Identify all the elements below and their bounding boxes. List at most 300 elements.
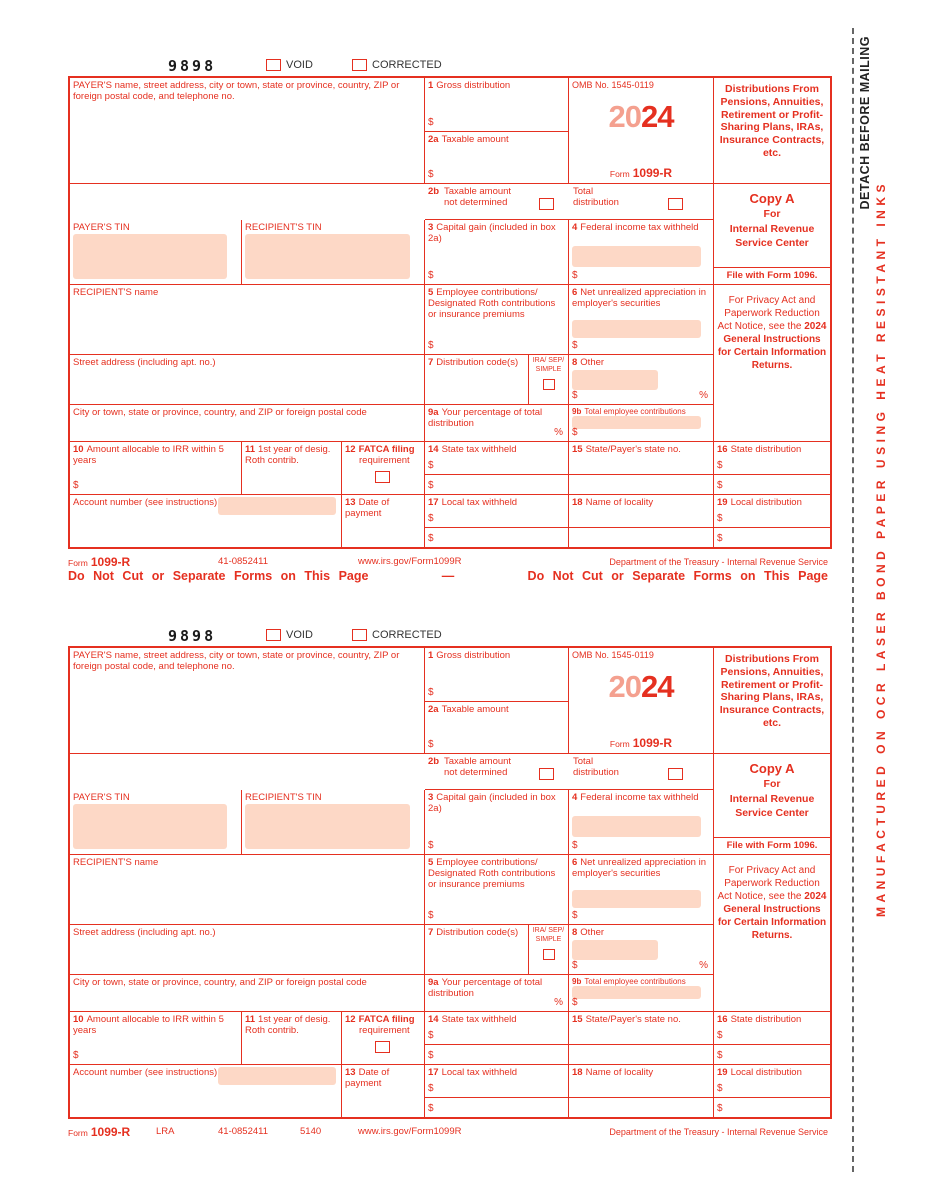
box-number: 15: [572, 1014, 583, 1025]
entry-line[interactable]: [714, 527, 830, 547]
box-label: 1st year of desig. Roth contrib.: [245, 1014, 331, 1037]
recipient-tin-label: RECIPIENT'S TIN: [245, 222, 322, 233]
void-group: [266, 59, 313, 71]
box-14-state-tax-withheld: [425, 1012, 569, 1065]
dollar-sign: $: [572, 997, 578, 1009]
box-11-roth-year: [242, 442, 342, 495]
city-box[interactable]: [70, 405, 425, 442]
box-number: 12: [345, 444, 356, 455]
box-19-local-distribution: [714, 495, 830, 547]
dollar-sign: $: [717, 513, 723, 525]
box-17-local-tax-withheld: [425, 495, 569, 547]
label: [572, 1014, 710, 1025]
label: [717, 1014, 827, 1025]
form-id: [569, 736, 713, 750]
box-19-local-distribution: [714, 1065, 830, 1117]
box-15-state-payer-no: [569, 1012, 714, 1065]
dollar-sign: $: [428, 513, 434, 525]
detach-before-mailing-text: DETACH BEFORE MAILING: [858, 36, 872, 210]
box-1-gross-distribution: [425, 648, 569, 702]
form-title: Distributions From Pensions, Annuities, Retirement or Profit-Sharing Plans, IRAs, Insurance Contracts, etc.: [719, 653, 825, 729]
dollar-sign: $: [572, 270, 578, 282]
dollar-sign: $: [717, 533, 723, 545]
entry-line[interactable]: [569, 1025, 713, 1044]
ira-sep-simple-checkbox[interactable]: [543, 949, 555, 960]
manufactured-text: MANUFACTURED ON OCR LASER BOND PAPER USING HEAT RESISTANT INKS: [874, 180, 888, 918]
payer-info-label: PAYER'S name, street address, city or town, state or province, country, ZIP or foreign postal code, and telephone no.: [73, 650, 400, 673]
total-distribution-label: [573, 186, 619, 208]
dollar-sign: $: [428, 169, 434, 181]
dollar-sign: $: [428, 687, 434, 699]
entry-line[interactable]: [425, 455, 568, 474]
form-copy-2: [68, 627, 828, 1142]
corrected-group: [352, 629, 442, 641]
form-title-box: [714, 78, 830, 184]
payer-tin-field[interactable]: [73, 234, 227, 279]
dollar-sign: $: [428, 460, 434, 472]
entry-line[interactable]: [714, 455, 830, 474]
label: [345, 1014, 421, 1025]
fatca-checkbox[interactable]: [375, 471, 390, 483]
footer-website: www.irs.gov/Form1099R: [358, 556, 462, 567]
entry-line[interactable]: [425, 1025, 568, 1044]
box-number: 14: [428, 444, 439, 455]
void-checkbox[interactable]: [266, 629, 281, 641]
box-number: 9a: [428, 407, 439, 418]
box-12-fatca: [342, 442, 425, 495]
corrected-checkbox[interactable]: [352, 629, 367, 641]
label: [245, 1014, 338, 1036]
form-code: 9898: [168, 57, 217, 75]
box-number: 5: [428, 857, 434, 868]
box-label: State distribution: [730, 1014, 802, 1025]
label: [345, 497, 421, 519]
label: [428, 134, 565, 145]
dollar-sign: $: [572, 960, 578, 972]
box-7-distribution-codes: [425, 925, 569, 975]
ira-sep-simple-box: [528, 925, 568, 974]
recipient-tin-field[interactable]: [245, 804, 410, 849]
box-9b-total-employee-contributions: [569, 405, 714, 442]
dollar-sign: $: [717, 1103, 723, 1115]
payer-tin-label: PAYER'S TIN: [73, 792, 130, 803]
recipient-name-box[interactable]: [70, 855, 425, 925]
box-15-state-payer-no: [569, 442, 714, 495]
box-9a-percentage: [425, 405, 569, 442]
separator-dash: —: [441, 569, 455, 583]
footer-form-number: 1099-R: [90, 555, 131, 569]
label: [428, 444, 565, 455]
footer-department: Department of the Treasury - Internal Revenue Service: [609, 1127, 828, 1137]
box-number: 15: [572, 444, 583, 455]
label: [428, 927, 520, 938]
label-line: distribution: [573, 767, 619, 779]
label-line: not determined: [444, 197, 508, 209]
footer-form-id: [68, 555, 130, 569]
dollar-sign: $: [428, 533, 434, 545]
copy-a-box: [714, 184, 830, 268]
box-label: Other: [580, 357, 605, 368]
privacy-notice-box: [714, 855, 830, 1012]
dollar-sign: $: [428, 840, 434, 852]
label: [572, 927, 710, 938]
footer-department: Department of the Treasury - Internal Revenue Service: [609, 557, 828, 567]
form-word: Form: [609, 738, 630, 749]
recipient-name-label: RECIPIENT'S name: [73, 287, 159, 298]
percent-sign: %: [699, 390, 708, 402]
entry-rows: [714, 1025, 830, 1064]
label: [428, 792, 565, 814]
recipient-name-label: RECIPIENT'S name: [73, 857, 159, 868]
box-number: 18: [572, 1067, 583, 1078]
box-label-bold: FATCA filing: [358, 1014, 415, 1025]
total-distribution-checkbox[interactable]: [668, 198, 683, 210]
percent-sign: %: [554, 997, 563, 1009]
label: [572, 497, 710, 508]
entry-line[interactable]: [425, 1078, 568, 1097]
box-8-other: [569, 355, 714, 405]
form-id: [569, 166, 713, 180]
label: [572, 357, 710, 368]
entry-line[interactable]: [425, 508, 568, 527]
dollar-sign: $: [428, 1103, 434, 1115]
street-address-box[interactable]: [70, 925, 425, 975]
entry-rows: [714, 1078, 830, 1117]
box-label: Amount allocable to IRR within 5 years: [73, 444, 224, 467]
box-label: Name of locality: [585, 497, 654, 508]
omb-number: OMB No. 1545-0119: [572, 650, 654, 660]
omb-number: OMB No. 1545-0119: [572, 80, 654, 90]
recipient-tin-field[interactable]: [245, 234, 410, 279]
box-number: 6: [572, 857, 578, 868]
form-grid: [68, 646, 832, 1119]
corrected-label: CORRECTED: [372, 59, 442, 71]
recipient-tin-label: RECIPIENT'S TIN: [245, 792, 322, 803]
box-4-federal-tax-withheld: [569, 790, 714, 855]
box-number: 2b: [428, 186, 440, 197]
perforation-line: [852, 28, 854, 1172]
box-label: Date of payment: [345, 1067, 390, 1090]
entry-line[interactable]: [714, 508, 830, 527]
box-number: 19: [717, 1067, 728, 1078]
box-1-gross-distribution: [425, 78, 569, 132]
box-label: State tax withheld: [441, 444, 517, 455]
box-number: 4: [572, 792, 578, 803]
copy-a-label: Copy A: [749, 191, 795, 206]
void-checkbox[interactable]: [266, 59, 281, 71]
dollar-sign: $: [428, 270, 434, 282]
box-2a-taxable-amount: [425, 132, 569, 184]
box-16-state-distribution: [714, 442, 830, 495]
footer-website: www.irs.gov/Form1099R: [358, 1126, 462, 1137]
entry-rows: [425, 1025, 568, 1064]
label: [572, 287, 710, 309]
label: [428, 80, 565, 91]
box-9b-total-employee-contributions: [569, 975, 714, 1012]
box-5-employee-contributions: [425, 285, 569, 355]
privacy-text: For Privacy Act and Paperwork Reduction Act Notice, see the: [717, 865, 820, 902]
box-8-field[interactable]: [572, 370, 658, 390]
box-number: 8: [572, 357, 578, 368]
entry-line[interactable]: [425, 527, 568, 547]
box-label: Distribution code(s): [436, 357, 519, 368]
box-number: 6: [572, 287, 578, 298]
box-number: 3: [428, 222, 434, 233]
box-16-state-distribution: [714, 1012, 830, 1065]
dollar-sign: $: [572, 340, 578, 352]
percent-sign: %: [554, 427, 563, 439]
payer-tin-field[interactable]: [73, 804, 227, 849]
code-row: [68, 57, 828, 76]
box-label: Net unrealized appreciation in employer's securities: [572, 857, 706, 880]
box-number: 1: [428, 650, 434, 661]
file-with-1096-label: File with Form 1096.: [726, 840, 818, 851]
label-line: distribution: [573, 197, 619, 209]
entry-line[interactable]: [714, 1097, 830, 1117]
label: [572, 1067, 710, 1078]
box-17-local-tax-withheld: [425, 1065, 569, 1117]
label-line: not determined: [444, 767, 508, 779]
form-footer: [68, 1121, 828, 1139]
label: [428, 1014, 565, 1025]
box-13-date-of-payment: [342, 495, 425, 547]
dollar-sign: $: [73, 1050, 79, 1062]
dollar-sign: $: [73, 480, 79, 492]
account-number-field[interactable]: [218, 497, 336, 515]
box-7-distribution-codes: [425, 355, 569, 405]
form-grid: [68, 76, 832, 549]
entry-rows: [714, 508, 830, 547]
void-group: [266, 629, 313, 641]
ira-sep-simple-box: [528, 355, 568, 404]
entry-line[interactable]: [569, 1044, 713, 1064]
box-number: 7: [428, 357, 434, 368]
ira-sep-simple-checkbox[interactable]: [543, 379, 555, 390]
box-number: 1: [428, 80, 434, 91]
total-distribution-checkbox[interactable]: [668, 768, 683, 780]
recipient-tin-box: [242, 220, 425, 285]
box-6-field[interactable]: [572, 320, 701, 338]
entry-line[interactable]: [569, 1078, 713, 1097]
box-number: 2a: [428, 134, 439, 145]
box-4-field[interactable]: [572, 816, 701, 837]
privacy-text-bold: 2024 General Instructions for Certain Information Returns.: [717, 321, 827, 371]
entry-line[interactable]: [714, 474, 830, 494]
box-label: Capital gain (included in box 2a): [428, 792, 556, 815]
entry-line[interactable]: [569, 1097, 713, 1117]
box-6-field[interactable]: [572, 890, 701, 908]
form-number: 1099-R: [632, 165, 673, 180]
box-label-bold: FATCA filing: [358, 444, 415, 455]
entry-line[interactable]: [425, 1097, 568, 1117]
omb-year-box: [569, 78, 714, 184]
dollar-sign: $: [717, 1030, 723, 1042]
box-9b-field[interactable]: [572, 416, 701, 429]
taxable-not-determined-checkbox[interactable]: [539, 768, 554, 780]
payer-tin-box: [70, 790, 242, 855]
entry-line[interactable]: [425, 1044, 568, 1064]
box-label: Distribution code(s): [436, 927, 519, 938]
box-label: Federal income tax withheld: [580, 222, 699, 233]
city-label: City or town, state or province, country, and ZIP or foreign postal code: [73, 407, 367, 418]
entry-line[interactable]: [714, 1078, 830, 1097]
box-label: Capital gain (included in box 2a): [428, 222, 556, 245]
box-11-roth-year: [242, 1012, 342, 1065]
label: [717, 497, 827, 508]
box-label: Other: [580, 927, 605, 938]
box-8-other: [569, 925, 714, 975]
label: [428, 704, 565, 715]
corrected-group: [352, 59, 442, 71]
payer-info-box[interactable]: [70, 78, 425, 184]
label: [428, 497, 565, 508]
label: [572, 444, 710, 455]
box-label: Federal income tax withheld: [580, 792, 699, 803]
file-with-1096-box: [714, 838, 830, 855]
footer-cat-no: 41-0852411: [218, 1126, 269, 1137]
box-number: 17: [428, 497, 439, 508]
box-8-field[interactable]: [572, 940, 658, 960]
box-label: State/Payer's state no.: [585, 444, 681, 455]
label: [428, 650, 565, 661]
footer-cat-no: 41-0852411: [218, 556, 269, 567]
box-2b-checkboxes: [425, 184, 714, 220]
entry-rows: [569, 1025, 713, 1064]
dollar-sign: $: [428, 910, 434, 922]
box-9a-percentage: [425, 975, 569, 1012]
recipient-name-box[interactable]: [70, 285, 425, 355]
corrected-label: CORRECTED: [372, 629, 442, 641]
account-number-box: [70, 1065, 342, 1117]
box-label: Local tax withheld: [441, 1067, 518, 1078]
box-number: 10: [73, 1014, 84, 1025]
box-10-irr-amount: [70, 442, 242, 495]
footer-form-word: Form: [68, 1128, 88, 1138]
box-14-state-tax-withheld: [425, 442, 569, 495]
box-number: 13: [345, 1067, 356, 1078]
file-with-1096-box: [714, 268, 830, 285]
label: [572, 792, 710, 803]
box-label: Your percentage of total distribution: [428, 977, 543, 1000]
box-label: State tax withheld: [441, 1014, 517, 1025]
label: [428, 1067, 565, 1078]
label: [428, 977, 565, 999]
box-label: Taxable amount: [441, 704, 509, 715]
box-6-net-unrealized-appreciation: [569, 855, 714, 925]
copy-for-label: For: [763, 208, 781, 221]
entry-line[interactable]: [714, 1025, 830, 1044]
dollar-sign: $: [428, 480, 434, 492]
entry-line[interactable]: [569, 508, 713, 527]
street-address-label: Street address (including apt. no.): [73, 927, 216, 938]
box-label: Total employee contributions: [584, 977, 686, 986]
form-footer: [68, 551, 828, 569]
privacy-text-bold: 2024 General Instructions for Certain Information Returns.: [717, 891, 827, 941]
box-4-field[interactable]: [572, 246, 701, 267]
entry-line[interactable]: [425, 474, 568, 494]
box-3-capital-gain: [425, 220, 569, 285]
box-3-capital-gain: [425, 790, 569, 855]
box-9b-field[interactable]: [572, 986, 701, 999]
tax-year: [572, 669, 710, 706]
box-18-name-of-locality: [569, 495, 714, 547]
dollar-sign: $: [572, 390, 578, 402]
box-13-date-of-payment: [342, 1065, 425, 1117]
entry-rows: [714, 455, 830, 494]
box-label: Local tax withheld: [441, 497, 518, 508]
taxable-not-determined-label: [444, 756, 511, 778]
dollar-sign: $: [572, 910, 578, 922]
box-number: 2b: [428, 756, 440, 767]
entry-line[interactable]: [714, 1044, 830, 1064]
footer-form-id: [68, 1125, 130, 1139]
box-label: Local distribution: [730, 1067, 802, 1078]
label: [572, 857, 710, 879]
box-number: 7: [428, 927, 434, 938]
box-label: requirement: [359, 1025, 410, 1037]
box-number: 18: [572, 497, 583, 508]
corrected-checkbox[interactable]: [352, 59, 367, 71]
account-number-box: [70, 495, 342, 547]
label-line: Total: [573, 756, 594, 767]
dollar-sign: $: [428, 117, 434, 129]
city-box[interactable]: [70, 975, 425, 1012]
fatca-checkbox[interactable]: [375, 1041, 390, 1053]
copy-a-box: [714, 754, 830, 838]
label: [245, 444, 338, 466]
label: [73, 444, 238, 466]
omb-year-box: [569, 648, 714, 754]
box-number: 9b: [572, 407, 582, 416]
street-address-box[interactable]: [70, 355, 425, 405]
entry-rows: [569, 455, 713, 494]
box-4-federal-tax-withheld: [569, 220, 714, 285]
privacy-text: For Privacy Act and Paperwork Reduction Act Notice, see the: [717, 295, 820, 332]
entry-line[interactable]: [569, 474, 713, 494]
taxable-not-determined-checkbox[interactable]: [539, 198, 554, 210]
void-label: VOID: [286, 629, 313, 641]
box-label: Amount allocable to IRR within 5 years: [73, 1014, 224, 1037]
street-address-label: Street address (including apt. no.): [73, 357, 216, 368]
box-number: 11: [245, 1014, 256, 1025]
box-number: 9b: [572, 977, 582, 986]
dollar-sign: $: [428, 1030, 434, 1042]
form-title: Distributions From Pensions, Annuities, Retirement or Profit-Sharing Plans, IRAs, Insurance Contracts, etc.: [719, 83, 825, 159]
year-decade: 20: [608, 98, 641, 134]
copy-a-label: Copy A: [749, 761, 795, 776]
entry-line[interactable]: [569, 527, 713, 547]
box-18-name-of-locality: [569, 1065, 714, 1117]
box-number: 11: [245, 444, 256, 455]
entry-rows: [425, 455, 568, 494]
tax-year: [572, 99, 710, 136]
payer-info-box[interactable]: [70, 648, 425, 754]
box-number: 19: [717, 497, 728, 508]
box-label: 1st year of desig. Roth contrib.: [245, 444, 331, 467]
entry-line[interactable]: [569, 455, 713, 474]
account-number-label: Account number (see instructions): [73, 1067, 218, 1078]
separator-text: [68, 569, 828, 583]
footer-lra: LRA: [156, 1126, 175, 1137]
box-label: Gross distribution: [436, 650, 511, 661]
box-6-net-unrealized-appreciation: [569, 285, 714, 355]
box-number: 4: [572, 222, 578, 233]
code-row: [68, 627, 828, 646]
taxable-not-determined-label: [444, 186, 511, 208]
payer-tin-label: PAYER'S TIN: [73, 222, 130, 233]
dollar-sign: $: [717, 480, 723, 492]
account-number-field[interactable]: [218, 1067, 336, 1085]
